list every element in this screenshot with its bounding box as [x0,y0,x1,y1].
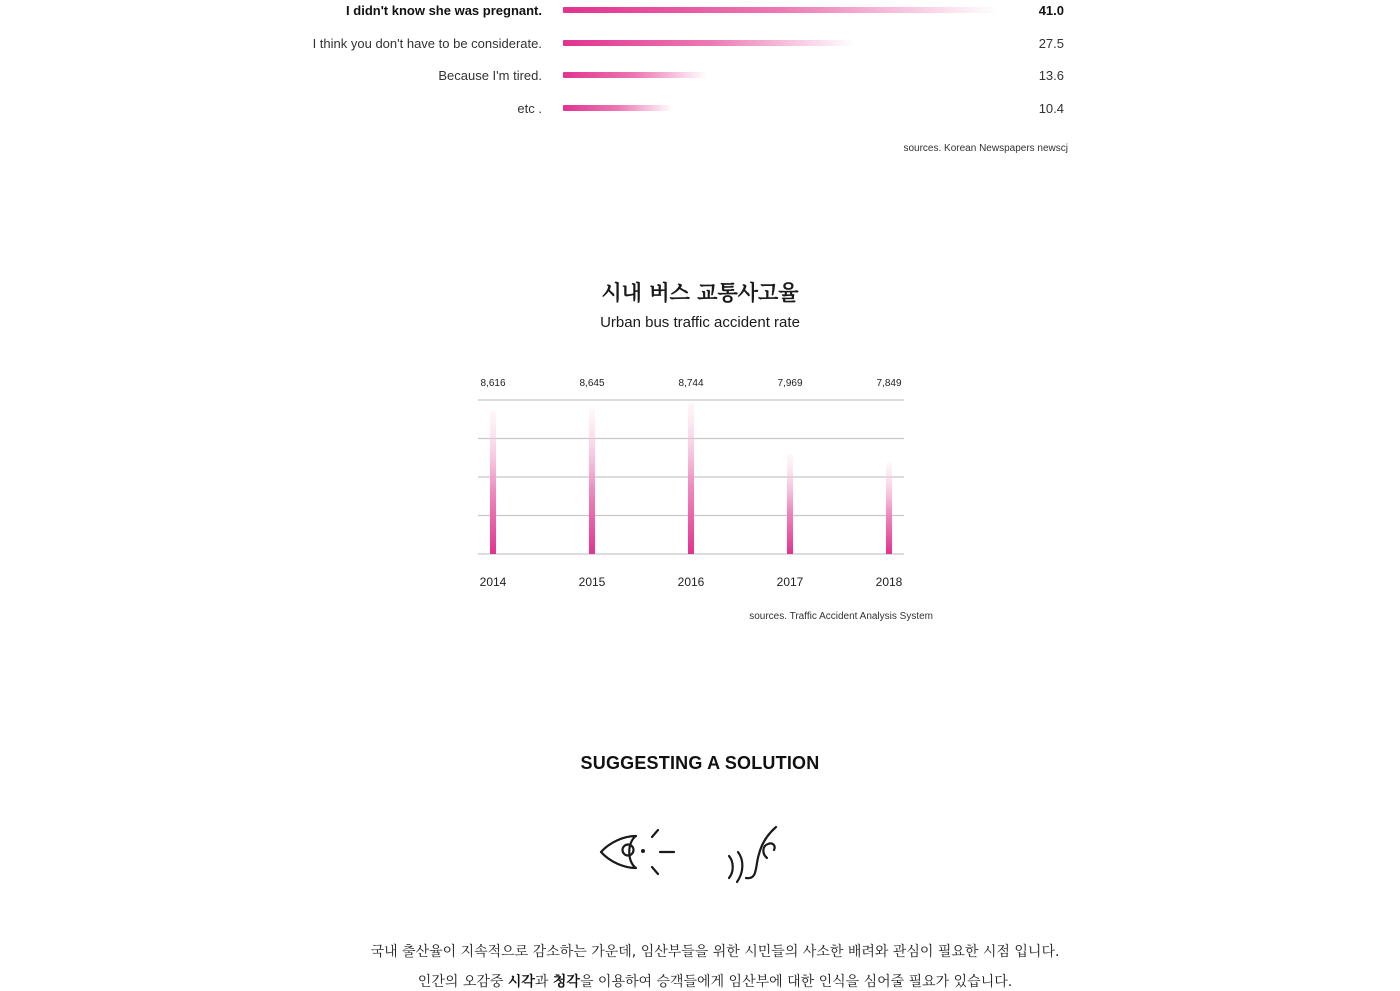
eye-icon [601,830,674,874]
value-label-2014: 8,616 [480,378,506,389]
value-label-2017: 7,969 [777,378,803,389]
tick-label-2015: 2015 [578,575,606,589]
reasons-bar-chart [0,0,1400,170]
hbar-label-0: I didn't know she was pregnant. [346,3,542,18]
emphasis-hearing: 청각 [552,974,580,990]
hbar-label-3: etc . [517,101,542,116]
bus-accident-bar-chart [470,360,930,600]
hbar-row-0 [0,0,1400,23]
hbar-bar-2 [563,72,707,78]
tick-label-2018: 2018 [875,575,903,589]
vchart-subtitle: Urban bus traffic accident rate [600,314,800,331]
ear-icon [729,827,776,882]
value-label-2016: 8,744 [678,378,704,389]
value-label-2018: 7,849 [876,378,902,389]
vchart-source: sources. Traffic Accident Analysis System [749,611,933,622]
bar-2016 [688,402,694,554]
hbar-row-1 [0,32,1400,56]
hbar-label-2: Because I'm tired. [438,68,542,83]
hbar-value-2: 13.6 [1038,68,1064,83]
hbar-row-2 [0,64,1400,88]
tick-label-2014: 2014 [479,575,507,589]
hbar-bar-0 [563,7,998,13]
hbar-row-3 [0,97,1400,121]
hbar-bar-1 [563,40,855,46]
hbar-value-3: 10.4 [1038,101,1064,116]
solution-title: SUGGESTING A SOLUTION [580,753,820,773]
solution-paragraph-1: 국내 출산율이 지속적으로 감소하는 가운데, 임산부들을 위한 시민들의 사소한 배려와 관심이 필요한 시점 입니다. [370,944,1060,960]
tick-label-2017: 2017 [776,575,804,589]
solution-paragraph-2: 인간의 오감중 시각과 청각을 이용하여 승객들에게 임산부에 대한 인식을 심어줄 필요가 있습니다. [417,974,1013,990]
value-label-2015: 8,645 [579,378,605,389]
vchart-title: 시내 버스 교통사고율 [601,281,799,305]
hbar-bar-3 [563,105,673,111]
bar-2014 [490,411,496,554]
hbar-source: sources. Korean Newspapers newscj [903,143,1068,154]
sense-icons [590,818,790,888]
hbar-label-1: I think you don't have to be considerate. [312,36,542,51]
tick-label-2016: 2016 [677,575,705,589]
bar-2017 [787,455,793,554]
hbar-value-0: 41.0 [1038,3,1064,18]
emphasis-sight: 시각 [507,974,535,990]
bar-2018 [886,463,892,554]
bar-2015 [589,409,595,554]
hbar-value-1: 27.5 [1038,36,1064,51]
